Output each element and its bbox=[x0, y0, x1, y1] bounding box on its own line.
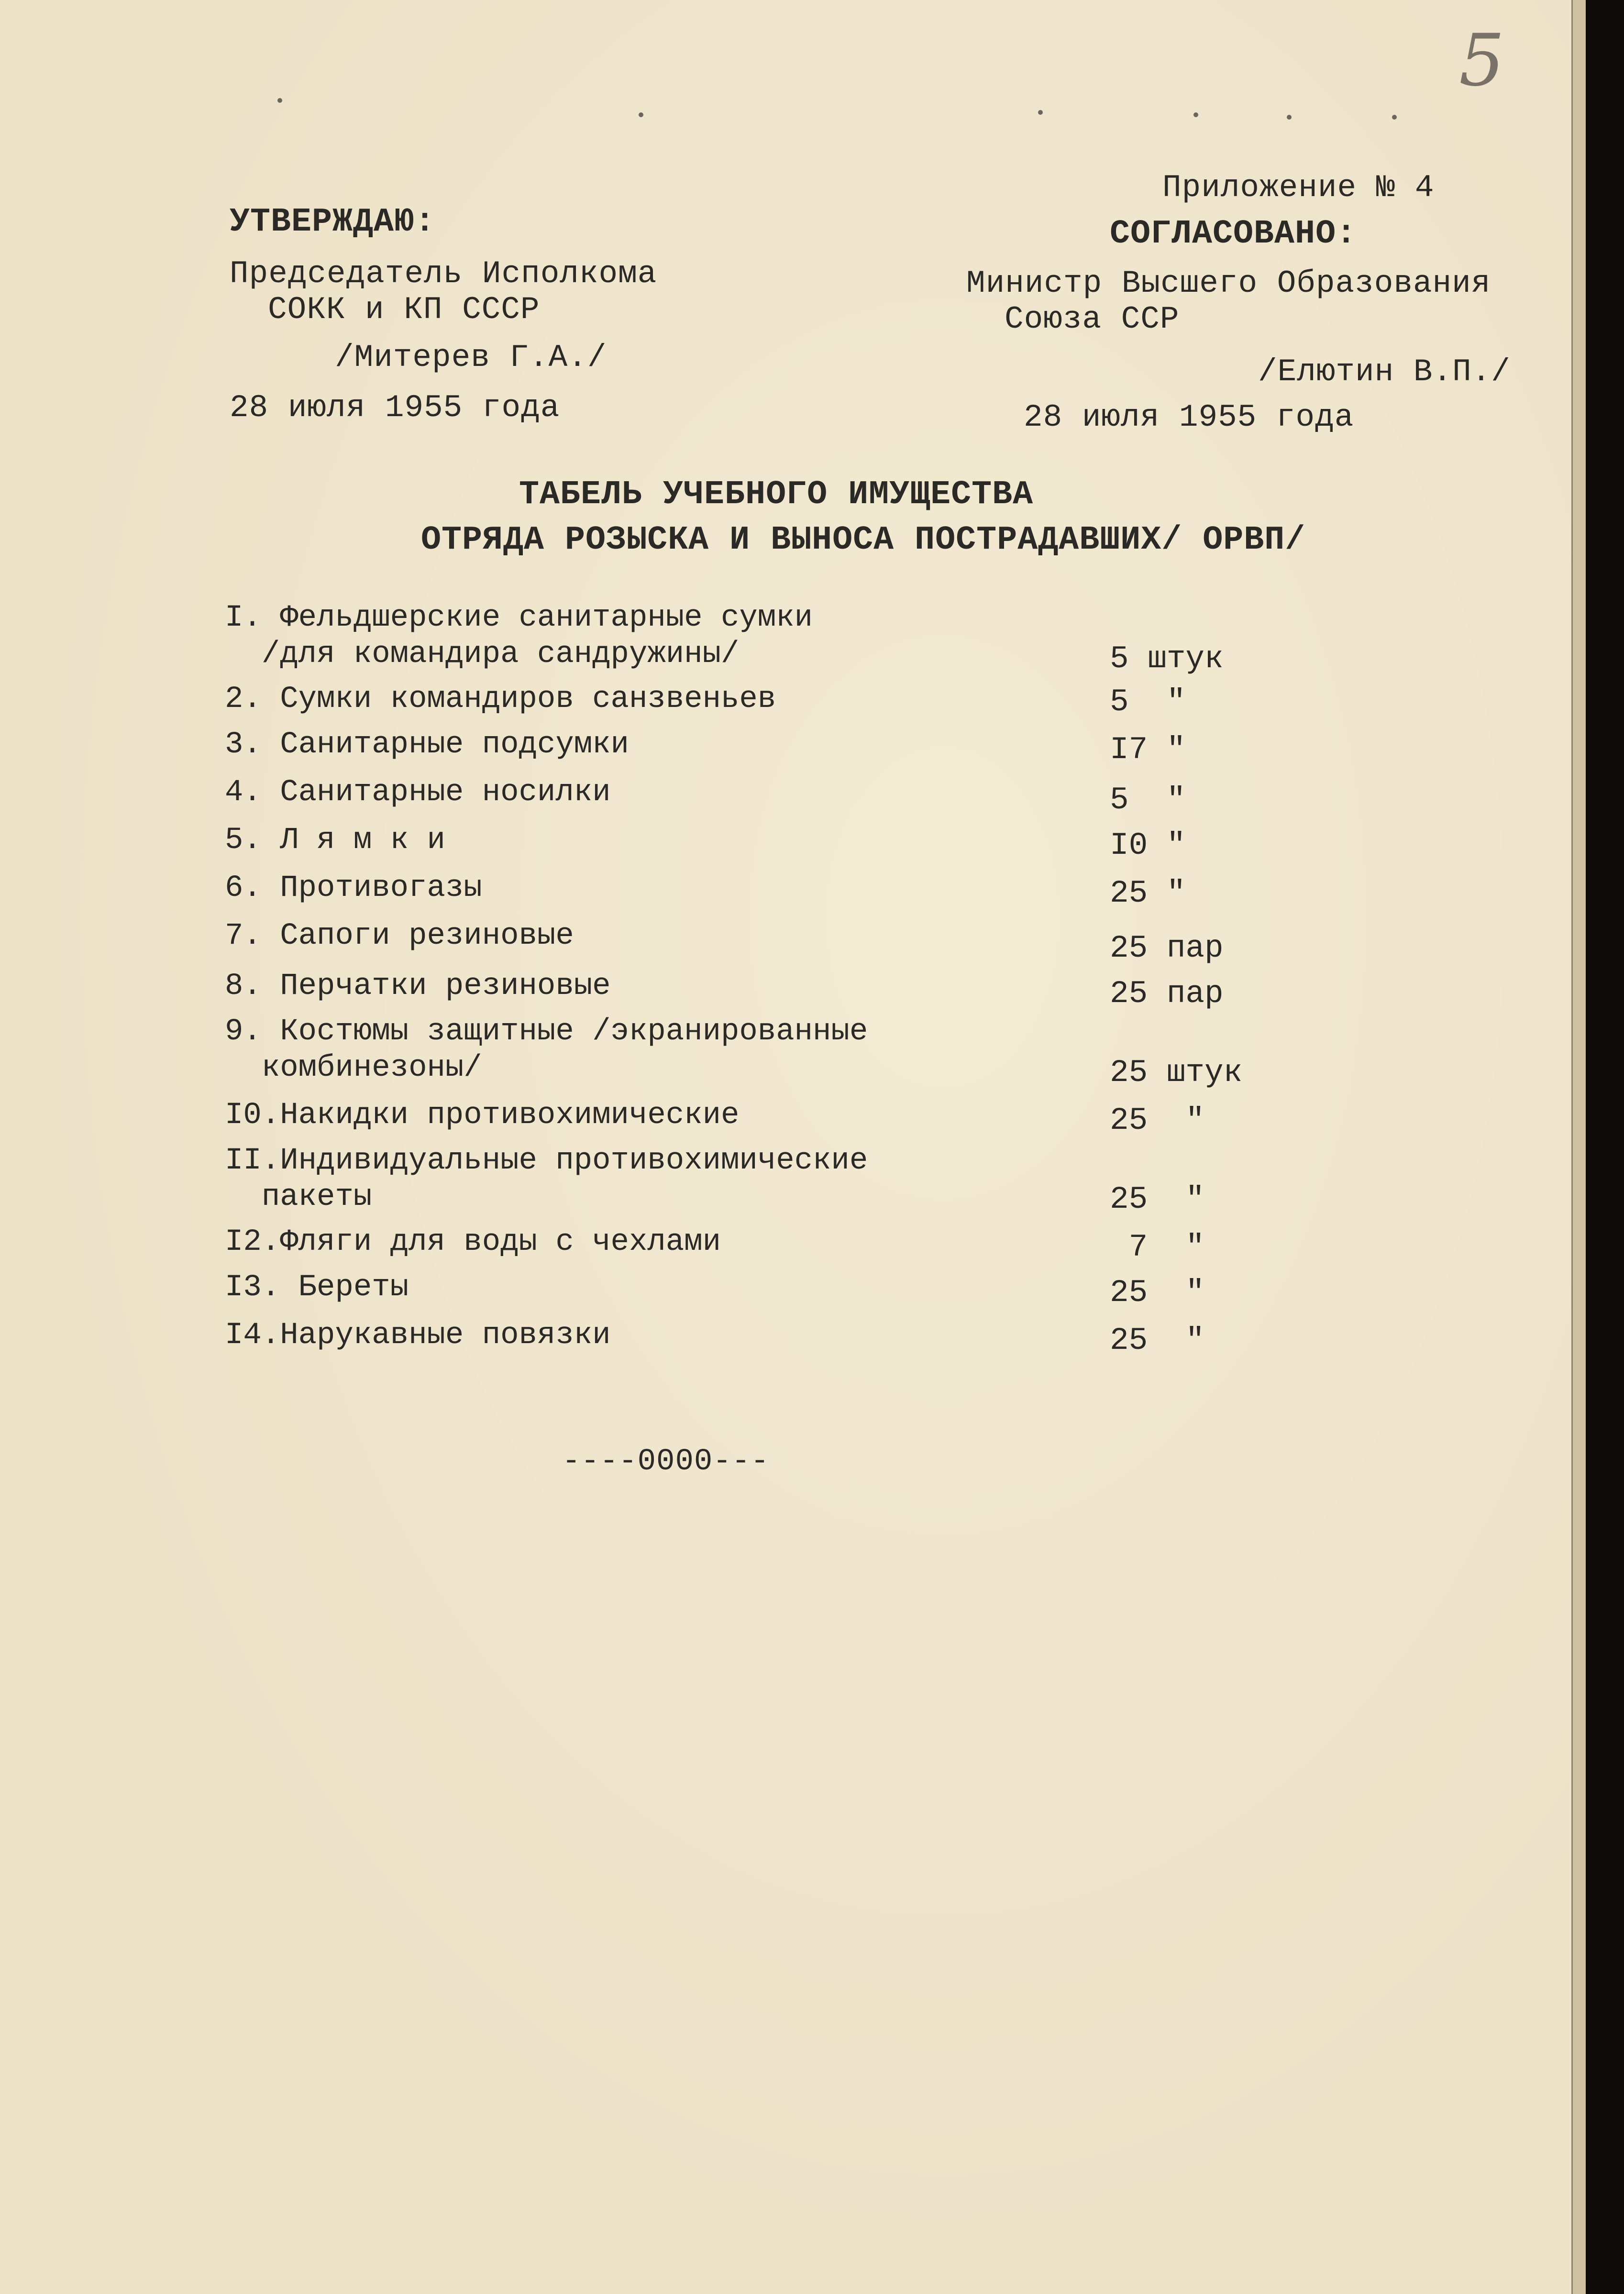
item-label: 2. Сумки командиров санзвеньев bbox=[225, 682, 776, 717]
underlying-sheet-edge bbox=[1571, 0, 1587, 2294]
item-quantity: 5 " bbox=[1110, 684, 1186, 720]
agreed-title-line2: Союза ССР bbox=[1005, 301, 1180, 337]
item-quantity: 7 " bbox=[1128, 1229, 1205, 1265]
item-quantity: 5 " bbox=[1110, 782, 1186, 818]
item-quantity: 25 пар bbox=[1110, 930, 1224, 966]
item-quantity: 25 " bbox=[1110, 875, 1186, 911]
item-quantity: 25 " bbox=[1110, 1103, 1205, 1138]
item-label: 9. Костюмы защитные /экранированные комбинезоны/ bbox=[225, 1015, 868, 1085]
item-label: 6. Противогазы bbox=[225, 871, 482, 905]
item-quantity: 25 " bbox=[1110, 1181, 1205, 1217]
item-label: 3. Санитарные подсумки bbox=[225, 728, 629, 762]
agreed-signature: /Елютин В.П./ bbox=[1258, 354, 1511, 390]
ink-speck bbox=[1287, 115, 1292, 120]
agreed-date: 28 июля 1955 года bbox=[1024, 399, 1354, 435]
scan-background bbox=[1586, 0, 1624, 2294]
item-label: I0.Накидки противохимические bbox=[225, 1098, 740, 1133]
item-quantity: 25 штук bbox=[1110, 1055, 1243, 1091]
document-title-line1: ТАБЕЛЬ УЧЕБНОГО ИМУЩЕСТВА bbox=[519, 476, 1034, 514]
ink-speck bbox=[1193, 112, 1198, 117]
item-quantity: 25 пар bbox=[1110, 976, 1224, 1012]
item-label: 7. Сапоги резиновые bbox=[225, 919, 574, 953]
agreed-heading: СОГЛАСОВАНО: bbox=[1110, 215, 1357, 253]
item-label: I2.Фляги для воды с чехлами bbox=[225, 1225, 721, 1259]
item-label: 8. Перчатки резиновые bbox=[225, 969, 611, 1004]
ink-speck bbox=[1392, 115, 1397, 120]
appendix-number: Приложение № 4 bbox=[1162, 170, 1435, 206]
approve-title-line1: Председатель Исполкома bbox=[230, 256, 657, 292]
item-label: I3. Береты bbox=[225, 1270, 409, 1305]
end-separator: ----0000--- bbox=[562, 1445, 770, 1479]
item-quantity: I0 " bbox=[1110, 827, 1186, 863]
approve-heading: УТВЕРЖДАЮ: bbox=[230, 203, 436, 241]
page-number-mark: 5 bbox=[1459, 19, 1505, 102]
item-label: 5. Л я м к и bbox=[225, 823, 445, 858]
item-label: I. Фельдшерские санитарные сумки /для командира сандружины/ bbox=[225, 601, 813, 672]
item-label: II.Индивидуальные противохимические пакеты bbox=[225, 1144, 868, 1214]
approve-date: 28 июля 1955 года bbox=[230, 390, 560, 426]
approve-title-line2: СОКК и КП СССР bbox=[268, 292, 540, 328]
ink-speck bbox=[1038, 110, 1043, 115]
agreed-title-line1: Министр Высшего Образования bbox=[966, 265, 1491, 301]
document-title-line2: ОТРЯДА РОЗЫСКА И ВЫНОСА ПОСТРАДАВШИХ/ ОРВП/ bbox=[421, 521, 1306, 559]
approve-signature: /Митерев Г.А./ bbox=[335, 340, 607, 375]
ink-speck bbox=[639, 112, 643, 117]
item-label: 4. Санитарные носилки bbox=[225, 775, 611, 810]
item-quantity: I7 " bbox=[1110, 732, 1186, 768]
item-quantity: 25 " bbox=[1110, 1275, 1205, 1311]
ink-speck bbox=[277, 98, 282, 103]
item-label: I4.Нарукавные повязки bbox=[225, 1318, 611, 1353]
item-quantity: 5 штук bbox=[1110, 641, 1224, 677]
item-quantity: 25 " bbox=[1110, 1323, 1205, 1358]
